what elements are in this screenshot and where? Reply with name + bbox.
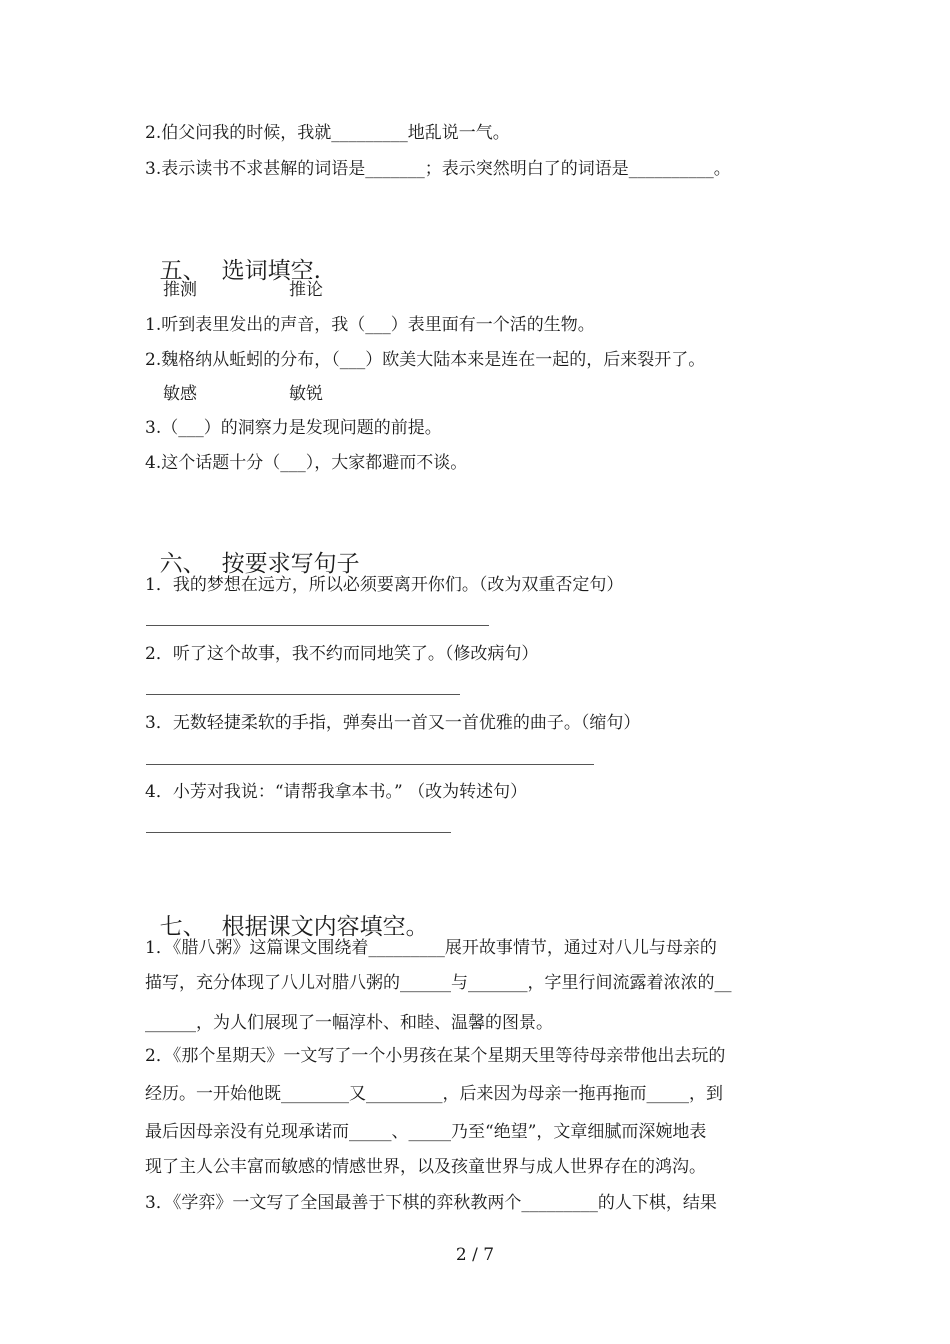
word-option: 推论 [289,280,323,300]
question-line: 3．无数轻捷柔软的手指，弹奏出一首又一首优雅的曲子。（缩句） [145,713,641,733]
answer-line[interactable] [146,694,460,695]
answer-line[interactable] [146,625,489,626]
paragraph-line: 现了主人公丰富而敏感的情感世界，以及孩童世界与成人世界存在的鸿沟。 [145,1157,706,1177]
question-line: 2.伯父问我的时候，我就_________地乱说一气。 [145,123,510,143]
question-line: 1．我的梦想在远方，所以必须要离开你们。（改为双重否定句） [145,575,624,595]
paragraph-line: 经历。一开始他既________又_________，后来因为母亲一拖再拖而_____，到 [145,1084,723,1104]
paragraph-line: 描写，充分体现了八儿对腊八粥的______与_______，字里行间流露着浓浓的__ [145,973,732,993]
question-line: 2.魏格纳从蚯蚓的分布，（___）欧美大陆本来是连在一起的，后来裂开了。 [145,350,706,370]
question-line: 4.这个话题十分（___），大家都避而不谈。 [145,453,468,473]
section-title: 按要求写句子 [221,551,360,577]
paragraph-line: ______，为人们展现了一幅淳朴、和睦、温馨的图景。 [145,1013,553,1033]
question-line: 4．小芳对我说：“请帮我拿本书。” （改为转述句） [145,782,528,802]
question-line: 2．听了这个故事，我不约而同地笑了。（修改病句） [145,644,539,664]
answer-line[interactable] [146,832,451,833]
section-number: 六、 [159,551,206,577]
section-heading [145,882,429,942]
section-number: 五、 [159,258,206,284]
section-heading [145,519,360,579]
page-number: 2 / 7 [455,1245,495,1265]
answer-line[interactable] [146,764,594,765]
paragraph-line: 最后因母亲没有兑现承诺而_____、_____乃至“绝望”，文章细腻而深婉地表 [145,1122,707,1142]
word-option: 推测 [163,280,197,300]
section-title: 根据课文内容填空。 [221,914,429,940]
section-number: 七、 [159,914,206,940]
word-option: 敏感 [163,384,197,404]
question-line: 3.表示读书不求甚解的词语是_______；表示突然明白了的词语是__________。 [145,159,731,179]
paragraph-line: 1．《腊八粥》这篇课文围绕着_________展开故事情节，通过对八儿与母亲的 [145,938,717,958]
section-heading [145,226,321,286]
paragraph-line: 3．《学弈》一文写了全国最善于下棋的弈秋教两个_________的人下棋，结果 [145,1193,717,1213]
paragraph-line: 2．《那个星期天》一文写了一个小男孩在某个星期天里等待母亲带他出去玩的 [145,1046,726,1066]
question-line: 1.听到表里发出的声音，我（___）表里面有一个活的生物。 [145,315,595,335]
section-title: 选词填空. [221,258,321,284]
word-option: 敏锐 [289,384,323,404]
question-line: 3.（___）的洞察力是发现问题的前提。 [145,418,442,438]
